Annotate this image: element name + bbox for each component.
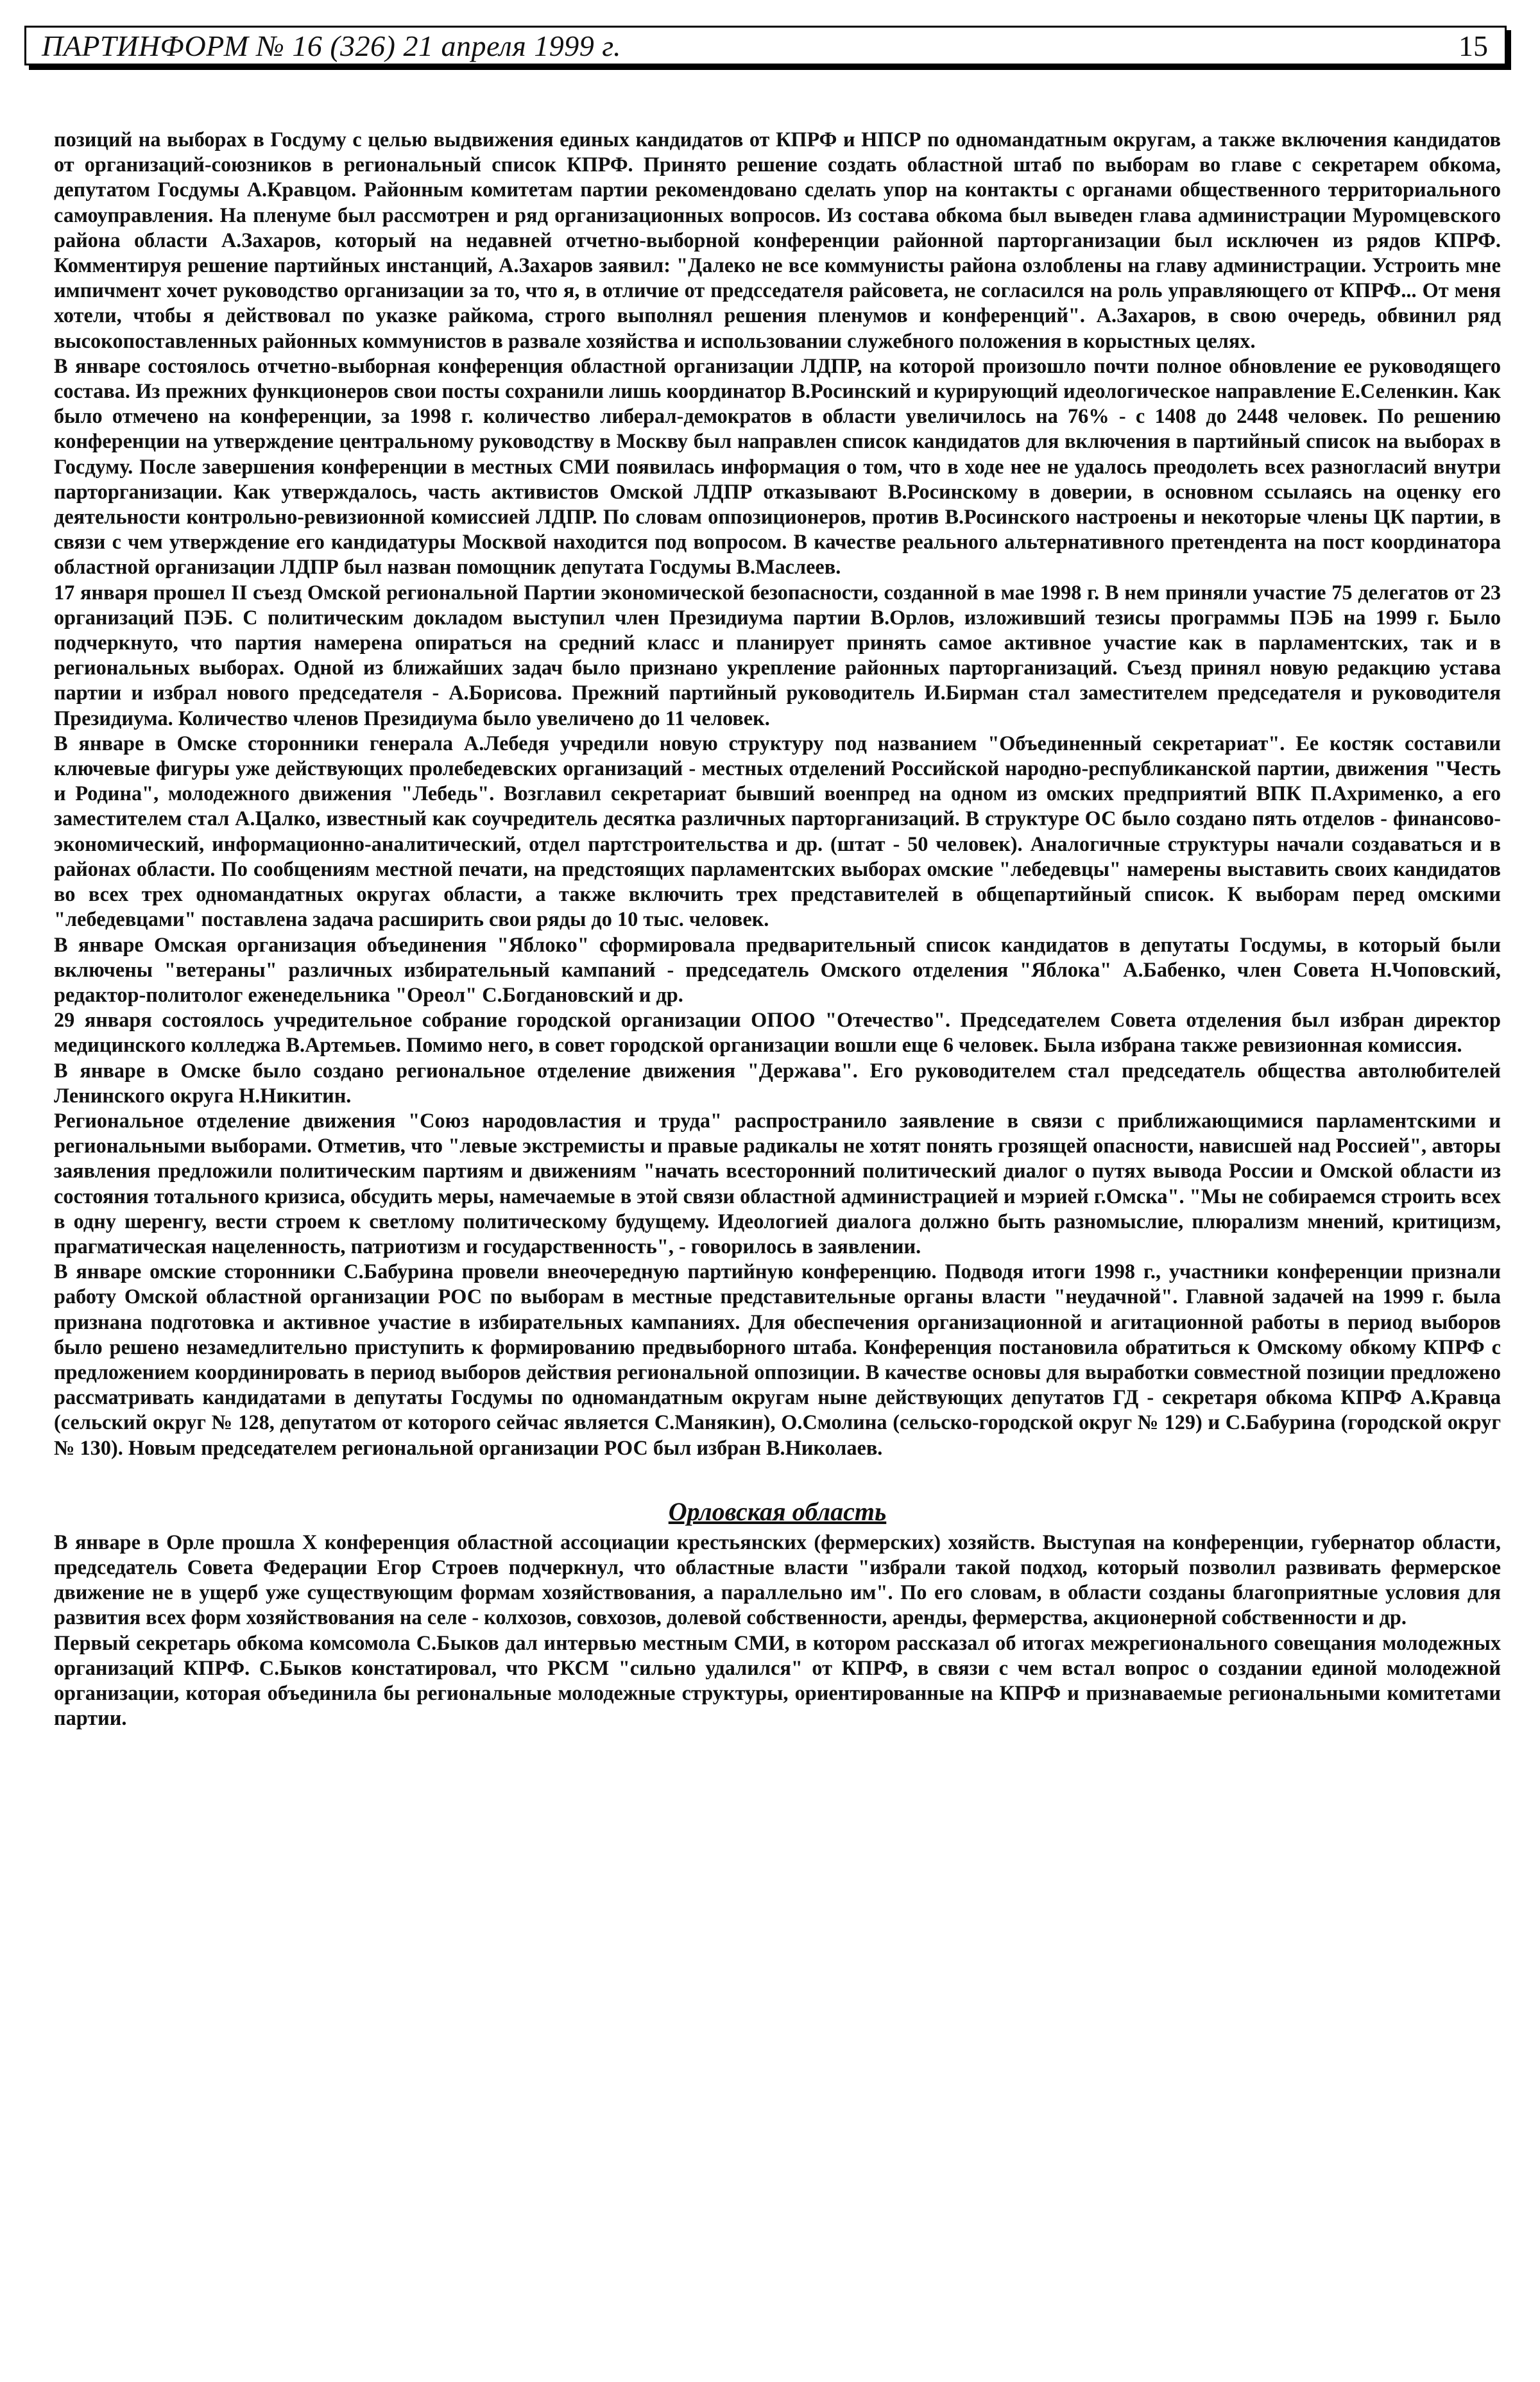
paragraph: В январе в Омске сторонники генерала А.Лебедя учредили новую структуру под названием "Объединенный секретариат". Ее костяк составили ключевые фигуры уже действующих пролебедевских организаций - местных отделений Российской народно-республиканской партии, движения "Честь и Родина", молодежного движения "Лебедь". Возглавил секретариат бывший военпред на одном из омских предприятий ВПК П.Ахрименко, а его заместителем стал А.Цалко, известный как соучредитель десятка различных парторганизаций. В структуре ОС было создано пять отделов - финансово-экономический, информационно-аналитический, отдел партстроительства и др. (штат - 50 человек). Аналогичные структуры начали создаваться и в районах области. По сообщениям местной печати, на предстоящих парламентских выборах омские "лебедевцы" намерены выставить своих кандидатов во всех трех одномандатных округах области, а также включить трех представителей в общепартийный список. К выборам перед омскими "лебедевцами" поставлена задача расширить свои ряды до 10 тыс. человек.: [54, 731, 1501, 931]
paragraph: В январе в Орле прошла X конференция областной ассоциации крестьянских (фермерских) хозяйств. Выступая на конференции, губернатор области, председатель Совета Федерации Егор Строев подчеркнул, что областные власти "избрали такой подход, который позволил развивать фермерское движение не в ущерб уже существующим формам хозяйствования, а параллельно им". По его словам, в области созданы благоприятные условия для развития всех форм хозяйствования на селе - колхозов, совхозов, долевой собственности, аренды, фермерства, акционерной собственности и др.: [54, 1530, 1501, 1629]
paragraph: В январе омские сторонники С.Бабурина провели внеочередную партийную конференцию. Подводя итоги 1998 г., участники конференции признали работу Омской областной организации РОС по выборам в местные представительные органы власти "неудачной". Главной задачей на 1999 г. была признана подготовка и активное участие в избирательных кампаниях. Для обеспечения организационной и агитационной работы в период выборов было решено незамедлительно приступить к формированию предвыборного штаба. Конференция постановила обратиться к Омскому обкому КПРФ с предложением координировать в период выборов действия региональной оппозиции. В качестве основы для выработки совместной позиции предложено рассматривать кандидатами в депутаты Госдумы по одномандатным округам ныне действующих депутатов ГД - секретаря обкома КПРФ А.Кравца (сельский округ № 128, депутатом от которого сейчас является С.Манякин), О.Смолина (сельско-городской округ № 129) и С.Бабурина (городской округ № 130). Новым председателем региональной организации РОС был избран В.Николаев.: [54, 1260, 1501, 1459]
paragraph: Региональное отделение движения "Союз народовластия и труда" распространило заявление в связи с приближающимися парламентскими и региональными выборами. Отметив, что "левые экстремисты и правые радикалы не хотят понять грозящей опасности, нависшей над Россией", авторы заявления предложили политическим партиям и движениям "начать всесторонний политический диалог о путях вывода России и Омской области из состояния тотального кризиса, обсудить меры, намечаемые в этой связи областной администрацией и мэрией г.Омска". "Мы не собираемся строить всех в одну шеренгу, вести строем к светлому политическому будущему. Идеологией диалога должно быть разномыслие, плюрализм мнений, критицизм, прагматическая нацеленность, патриотизм и государственность", - говорилось в заявлении.: [54, 1108, 1501, 1258]
paragraph: 17 января прошел II съезд Омской региональной Партии экономической безопасности, созданной в мае 1998 г. В нем приняли участие 75 делегатов от 23 организаций ПЭБ. С политическим докладом выступил член Президиума партии В.Орлов, изложивший тезисы программы ПЭБ на 1999 г. Было подчеркнуто, что партия намерена опираться на средний класс и планирует принять самое активное участие как в парламентских, так и в региональных выборах. Одной из ближайших задач было признано укрепление районных парторганизаций. Съезд принял новую редакцию устава партии и избрал нового председателя - А.Борисова. Прежний партийный руководитель И.Бирман стал заместителем председателя и руководителя Президиума. Количество членов Президиума было увеличено до 11 человек.: [54, 580, 1501, 730]
paragraph: В январе Омская организация объединения "Яблоко" сформировала предварительный список кандидатов в депутаты Госдумы, в который были включены "ветераны" различных избирательный кампаний - председатель Омского отделения "Яблока" А.Бабенко, член Совета Н.Чоповский, редактор-политолог еженедельника "Ореол" С.Богдановский и др.: [54, 932, 1501, 1006]
publication-title: ПАРТИНФОРМ № 16 (326) 21 апреля 1999 г.: [42, 29, 622, 62]
section-heading: Орловская область: [668, 1496, 887, 1526]
page-number: 15: [1459, 29, 1488, 62]
page-header: [24, 26, 1507, 65]
paragraph: В январе состоялось отчетно-выборная конференция областной организации ЛДПР, на которой произошло почти полное обновление ее руководящего состава. Из прежних функционеров свои посты сохранили лишь координатор В.Росинский и курирующий идеологическое направление Е.Селенкин. Как было отмечено на конференции, за 1998 г. количество либерал-демократов в области увеличилось на 76% - с 1408 до 2448 человек. По решению конференции на утверждение центральному руководству в Москву был направлен список кандидатов для включения в партийный список на выборах в Госдуму. После завершения конференции в местных СМИ появилась информация о том, что в ходе нее не удалось преодолеть всех разногласий внутри парторганизации. Как утверждалось, часть активистов Омской ЛДПР отказывают В.Росинскому в доверии, в основном ссылаясь на оценку его деятельности контрольно-ревизионной комиссией ЛДПР. По словам оппозиционеров, против В.Росинского настроены и некоторые члены ЦК партии, в связи с чем утверждение его кандидатуры Москвой находится под вопросом. В качестве реального альтернативного претендента на пост координатора областной организации ЛДПР был назван помощник депутата Госдумы В.Маслеев.: [54, 354, 1501, 579]
paragraph: В январе в Омске было создано региональное отделение движения "Держава". Его руководителем стал председатель общества автолюбителей Ленинского округа Н.Никитин.: [54, 1058, 1501, 1107]
paragraph: Первый секретарь обкома комсомола С.Быков дал интервью местным СМИ, в котором рассказал об итогах межрегионального совещания молодежных организаций КПРФ. С.Быков констатировал, что РКСМ "сильно удалился" от КПРФ, в связи с чем встал вопрос о создании единой молодежной организации, которая объединила бы региональные молодежные структуры, ориентированные на КПРФ и признаваемые региональными комитетами партии.: [54, 1631, 1501, 1730]
paragraph: позиций на выборах в Госдуму с целью выдвижения единых кандидатов от КПРФ и НПСР по одномандатным округам, а также включения кандидатов от организаций-союзников в региональный список КПРФ. Принято решение создать областной штаб по выборам во главе с секретарем обкома, депутатом Госдумы А.Кравцом. Районным комитетам партии рекомендовано сделать упор на контакты с органами общественного территориального самоуправления. На пленуме был рассмотрен и ряд организационных вопросов. Из состава обкома был выведен глава администрации Муромцевского района области А.Захаров, который на недавней отчетно-выборной конференции районной парторганизации был исключен из рядов КПРФ. Комментируя решение партийных инстанций, А.Захаров заявил: "Далеко не все коммунисты района озлоблены на главу администрации. Устроить мне импичмент хочет руководство организации за то, что я, в отличие от предсседателя райсовета, не согласился на роль управляющего от КПРФ... От меня хотели, чтобы я действовал по указке райкома, строго выполнял решения пленумов и конференций". А.Захаров, в свою очередь, обвинил ряд высокопоставленных районных коммунистов в развале хозяйства и использовании служебного положения в корыстных целях.: [54, 128, 1501, 352]
paragraph: 29 января состоялось учредительное собрание городской организации ОПОО "Отечество". Председателем Совета отделения был избран директор медицинского колледжа В.Артемьев. Помимо него, в совет городской организации вошли еще 6 человек. Была избрана также ревизионная комиссия.: [54, 1008, 1501, 1057]
article-body: [54, 127, 1501, 1731]
